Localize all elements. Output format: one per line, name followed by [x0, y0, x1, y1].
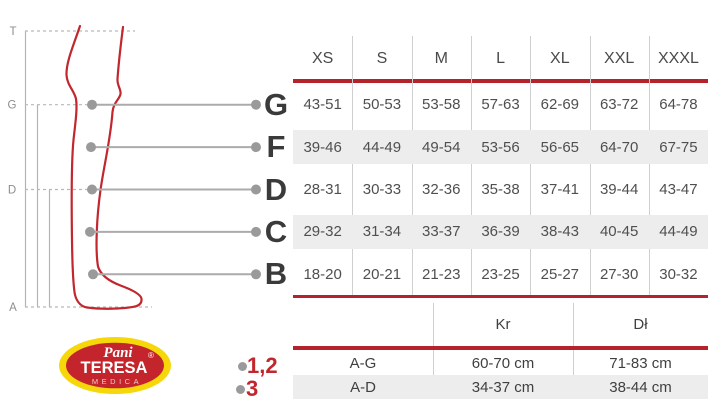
size-cell-d-s: 30-33 — [362, 180, 402, 198]
leg-point-d-dot — [87, 185, 97, 195]
size-cell-d-l: 35-38 — [481, 180, 520, 198]
size-cell-d-xs: 28-31 — [303, 180, 342, 198]
row-label-d: D — [264, 171, 288, 207]
table-row-b — [293, 253, 708, 295]
size-cell-c-m: 33-37 — [422, 223, 461, 241]
logo-text-teresa: TERESA — [80, 359, 148, 377]
row-label-g: G — [263, 86, 289, 122]
length-header-dl: Dł — [633, 315, 648, 333]
table-row-f — [293, 126, 708, 168]
size-cell-b-xxxl: 30-32 — [659, 265, 698, 283]
brand-logo — [58, 336, 172, 395]
size-cell-g-xxxl: 64-78 — [659, 96, 698, 114]
axis-label-g: G — [7, 99, 17, 112]
dl-value-ad: 38-44 cm — [609, 378, 672, 396]
size-cell-d-xxxl: 43-47 — [659, 180, 698, 198]
axis-label-d: D — [7, 184, 17, 197]
dl-value-ag: 71-83 cm — [609, 355, 672, 372]
column-header-m: M — [434, 50, 448, 67]
size-cell-g-xl: 62-69 — [540, 96, 580, 114]
size-cell-g-m: 53-58 — [422, 96, 461, 114]
size-cell-f-xs: 39-46 — [303, 138, 342, 156]
table-row-c — [293, 211, 708, 253]
size-cell-g-l: 57-63 — [481, 96, 520, 114]
size-cell-f-xxxl: 67-75 — [659, 138, 698, 156]
leg-outline — [66, 26, 141, 309]
kr-value-ad: 34-37 cm — [471, 378, 535, 396]
row-label-f: F — [266, 129, 286, 165]
size-cell-c-xl: 38-43 — [540, 223, 580, 241]
kr-value-ag: 60-70 cm — [471, 355, 535, 372]
size-cell-c-l: 36-39 — [481, 223, 520, 241]
size-cell-g-xxl: 63-72 — [599, 96, 639, 114]
leg-point-f-dot — [86, 142, 96, 152]
size-cell-c-xxl: 40-45 — [599, 223, 639, 241]
size-cell-b-l: 23-25 — [481, 265, 520, 283]
column-header-xxl: XXL — [604, 50, 635, 67]
column-header-xs: XS — [311, 50, 334, 67]
row-label-b: B — [264, 256, 288, 292]
size-cell-c-xxxl: 44-49 — [659, 223, 698, 241]
axis-label-a: A — [9, 302, 17, 314]
size-cell-d-m: 32-36 — [422, 180, 461, 198]
size-cell-g-s: 50-53 — [362, 96, 402, 114]
size-table-header — [293, 38, 708, 80]
size-cell-b-s: 20-21 — [362, 265, 402, 283]
size-cell-b-m: 21-23 — [422, 265, 461, 283]
column-header-xl: XL — [550, 50, 570, 67]
row-label-c: C — [264, 213, 288, 249]
class-dot-12 — [238, 362, 247, 371]
size-cell-d-xxl: 39-44 — [599, 180, 639, 198]
leg-point-b-dot — [88, 269, 98, 279]
size-cell-f-xl: 56-65 — [540, 138, 580, 156]
column-header-l: L — [496, 50, 505, 67]
segment-cell-ag: A-G — [349, 355, 377, 372]
length-header-underline — [293, 346, 708, 350]
size-cell-g-xs: 43-51 — [303, 96, 342, 114]
size-cell-c-xs: 29-32 — [303, 223, 342, 241]
header-underline — [293, 79, 708, 83]
class-dot-3 — [236, 385, 245, 394]
size-cell-f-s: 44-49 — [362, 138, 402, 156]
table-row-d — [293, 168, 708, 210]
size-cell-d-xl: 37-41 — [540, 180, 580, 198]
size-cell-f-l: 53-56 — [481, 138, 520, 156]
segment-cell-ad: A-D — [350, 378, 376, 396]
size-cell-c-s: 31-34 — [362, 223, 402, 241]
size-cell-f-xxl: 64-70 — [599, 138, 639, 156]
size-cell-b-xl: 25-27 — [540, 265, 580, 283]
logo-text-pani: Pani — [103, 345, 133, 361]
size-cell-f-m: 49-54 — [422, 138, 461, 156]
table-row-g — [293, 84, 708, 126]
class-label-3: 3 — [246, 376, 259, 401]
column-header-xxxl: XXXL — [657, 50, 699, 67]
registered-mark: ® — [148, 351, 154, 360]
logo-text-medica: MEDICA — [91, 377, 143, 386]
leg-point-c-dot — [85, 227, 95, 237]
size-cell-b-xs: 18-20 — [303, 265, 342, 283]
column-header-s: S — [376, 50, 388, 67]
class-label-12: 1,2 — [247, 353, 278, 378]
length-header-kr: Kr — [495, 315, 511, 333]
leg-point-g-dot — [87, 100, 97, 110]
axis-label-t: T — [9, 26, 17, 38]
size-cell-b-xxl: 27-30 — [599, 265, 639, 283]
size-table-bottom-line — [293, 295, 708, 298]
